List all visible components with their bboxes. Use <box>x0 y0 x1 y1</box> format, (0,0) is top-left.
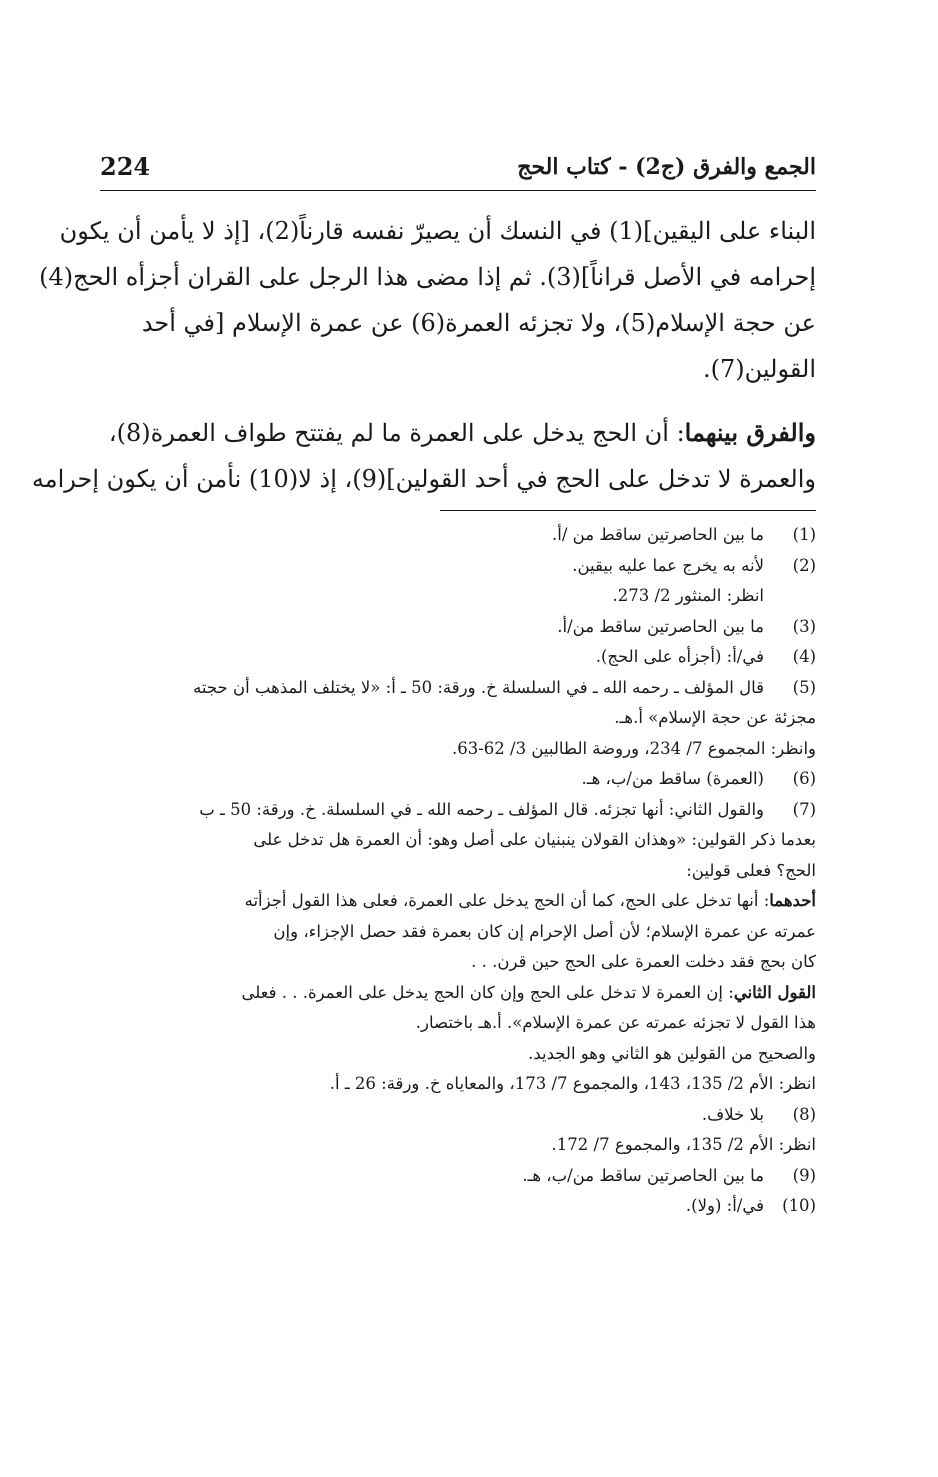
footnote-text: والقول الثاني: أنها تجزئه. قال المؤلف ـ رحمه الله ـ في السلسلة. خ. ورقة: 50 ـ ب <box>199 799 764 819</box>
footnote-line <box>100 1161 816 1192</box>
text-line: البناء على اليقين](1) في النسك أن يصيرّ نفسه قارناً(2)، [إذ لا يأمن أن يكون <box>59 217 816 245</box>
paragraph <box>39 208 816 392</box>
footnote-number: (2) <box>792 555 816 575</box>
footnote-number: (10) <box>782 1196 816 1215</box>
footnote-text: مجزئة عن حجة الإسلام» أ.هـ. <box>614 708 816 727</box>
footnote-line <box>100 856 816 887</box>
footnote-line <box>100 795 816 826</box>
footnote-line <box>100 947 816 978</box>
footnote-number: (4) <box>792 647 816 666</box>
footnote-text: لأنه به يخرج عما عليه بيقين. <box>572 555 764 575</box>
footnote-line <box>100 734 816 765</box>
text-line <box>100 410 816 456</box>
footnote-text: في/أ: (أجزأه على الحج). <box>595 647 764 666</box>
footnote-line <box>100 612 816 643</box>
footnote-text: كان بحج فقد دخلت العمرة على الحج حين قرن. . . <box>471 952 816 971</box>
footnote-text <box>241 978 816 1009</box>
footnote-line <box>100 978 816 1009</box>
footnote-number: (6) <box>792 769 816 788</box>
footnote-number: (5) <box>792 677 816 697</box>
text-line: إحرامه في الأصل قراناً](3). ثم إذا مضى هذا الرجل على القران أجزأه الحج(4) <box>39 263 816 291</box>
text-line: عن حجة الإسلام(5)، ولا تجزئه العمرة(6) عن عمرة الإسلام [في أحد <box>141 309 816 337</box>
footnote-text: في/أ: (ولا). <box>685 1196 764 1215</box>
footnote-text: هذا القول لا تجزئه عمرته عن عمرة الإسلام». أ.هـ باختصار. <box>415 1013 816 1032</box>
footnote-line <box>100 825 816 856</box>
footnote-line <box>100 1008 816 1039</box>
footnote-text: انظر: المنثور 2/ 273. <box>612 586 764 605</box>
footnote-number: (9) <box>792 1165 816 1185</box>
text-line: القولين(7). <box>703 355 816 383</box>
footnote-text: (العمرة) ساقط من/ب، هـ. <box>581 769 764 788</box>
footnote-text: الحج؟ فعلى قولين: <box>686 860 816 880</box>
footnote-text <box>245 886 816 917</box>
page-number: 224 <box>100 152 151 181</box>
footnote-text: بلا خلاف. <box>701 1104 764 1124</box>
footnote-number: (3) <box>792 616 816 636</box>
paragraph <box>31 410 816 502</box>
footnote-line <box>100 642 816 673</box>
footnote-text: وانظر: المجموع 7/ 234، وروضة الطالبين 3/ 62-63. <box>451 738 816 758</box>
running-title: الجمع والفرق (ج2) - كتاب الحج <box>517 154 816 180</box>
footnote-text: ما بين الحاصرتين ساقط من /أ. <box>552 525 764 544</box>
footnote-line <box>100 886 816 917</box>
footnote-separator <box>440 510 816 511</box>
footnote-line <box>100 1130 816 1161</box>
footnote-text: قال المؤلف ـ رحمه الله ـ في السلسلة خ. ورقة: 50 ـ أ: «لا يختلف المذهب أن حجته <box>193 677 764 697</box>
footnote-text: انظر: الأم 2/ 135، 143، والمجموع 7/ 173، والمعاياه خ. ورقة: 26 ـ أ. <box>329 1074 816 1093</box>
footnote-text: انظر: الأم 2/ 135، والمجموع 7/ 172. <box>551 1135 816 1154</box>
footnote-text: بعدما ذكر القولين: «وهذان القولان ينبنيان على أصل وهو: أن العمرة هل تدخل على <box>253 830 816 849</box>
footnote-number: (7) <box>792 799 816 819</box>
footnote-text: ما بين الحاصرتين ساقط من/ب، هـ. <box>522 1165 764 1185</box>
footnote-text: والصحيح من القولين هو الثاني وهو الجديد. <box>528 1043 816 1063</box>
footnote-line <box>100 917 816 948</box>
bold-lead-term: والفرق بينهما <box>684 418 816 447</box>
footnote-number: (1) <box>792 525 816 544</box>
footnote-line <box>100 551 816 582</box>
footnote-line <box>100 1191 816 1222</box>
bold-lead-term: القول الثاني <box>733 982 816 1002</box>
text-run: : إن العمرة لا تدخل على الحج وإن كان الحج يدخل على العمرة. . . فعلى <box>241 982 734 1002</box>
footnote-number: (8) <box>792 1104 816 1124</box>
footnotes <box>100 520 816 1222</box>
footnote-line <box>100 1039 816 1070</box>
footnote-line <box>100 1069 816 1100</box>
text-run: : أن الحج يدخل على العمرة ما لم يفتتح طواف العمرة(8)، <box>108 419 685 447</box>
footnote-line <box>100 1100 816 1131</box>
footnote-text: عمرته عن عمرة الإسلام؛ لأن أصل الإحرام إن كان بعمرة فقد حصل الإجزاء، وإن <box>273 921 816 941</box>
running-header <box>100 150 816 191</box>
footnote-line <box>100 673 816 704</box>
footnote-line <box>100 703 816 734</box>
footnote-text: ما بين الحاصرتين ساقط من/أ. <box>557 616 764 636</box>
text-line: والعمرة لا تدخل على الحج في أحد القولين](9)، إذ لا(10) نأمن أن يكون إحرامه <box>31 465 816 493</box>
bold-lead-term: أحدهما <box>769 891 816 910</box>
footnote-line <box>100 520 816 551</box>
footnote-line <box>100 764 816 795</box>
main-text <box>31 208 816 502</box>
text-run: : أنها تدخل على الحج، كما أن الحج يدخل على العمرة، فعلى هذا القول أجزأته <box>244 891 770 910</box>
footnote-line <box>100 581 816 612</box>
